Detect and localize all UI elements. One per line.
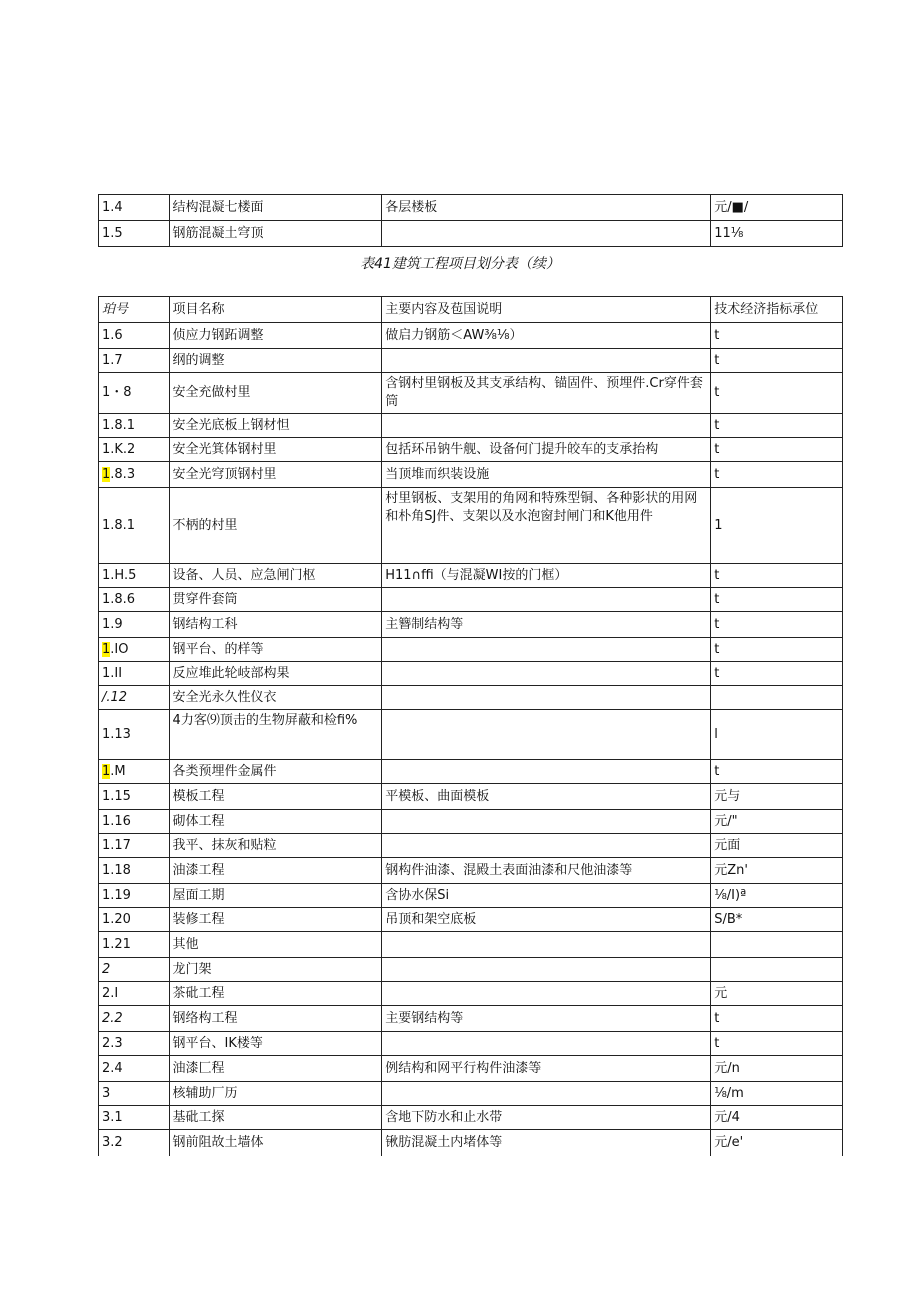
row-unit: 元/e' bbox=[711, 1130, 843, 1156]
row-unit bbox=[711, 932, 843, 958]
table-row bbox=[99, 958, 843, 982]
table-row bbox=[99, 1032, 843, 1056]
row-code-text: 1.19 bbox=[102, 887, 131, 903]
row-name: 贯穿件套筒 bbox=[169, 588, 382, 612]
row-desc bbox=[382, 958, 711, 982]
row-code-text: .IO bbox=[110, 641, 129, 657]
table-row bbox=[99, 221, 843, 247]
table-row bbox=[99, 323, 843, 349]
row-name: 模板工程 bbox=[169, 784, 382, 810]
row-code bbox=[99, 1006, 170, 1032]
row-code-text: 1・8 bbox=[102, 385, 132, 400]
table-row bbox=[99, 1056, 843, 1082]
row-desc bbox=[382, 834, 711, 858]
table-row bbox=[99, 858, 843, 884]
row-code-text: .8.3 bbox=[110, 466, 136, 482]
row-code-text: 3.1 bbox=[102, 1109, 123, 1125]
row-name: 结构混凝七楼面 bbox=[169, 195, 382, 221]
row-unit bbox=[711, 686, 843, 710]
row-code-text: 2.3 bbox=[102, 1035, 123, 1051]
table-row bbox=[99, 810, 843, 834]
row-desc bbox=[382, 810, 711, 834]
row-name: 安全光底板上钢材怛 bbox=[169, 414, 382, 438]
row-unit: t bbox=[711, 1006, 843, 1032]
row-unit: t bbox=[711, 564, 843, 588]
table-row bbox=[99, 1130, 843, 1156]
row-code bbox=[99, 884, 170, 908]
row-code-text: /.12 bbox=[102, 689, 128, 705]
row-desc: 含地下防水和止水带 bbox=[382, 1106, 711, 1130]
row-code-text: 1.8.1 bbox=[102, 517, 136, 533]
row-code-text: 1.15 bbox=[102, 788, 131, 804]
project-division-table bbox=[98, 296, 843, 1156]
row-code bbox=[99, 760, 170, 784]
row-desc bbox=[382, 414, 711, 438]
table-row bbox=[99, 932, 843, 958]
table-row bbox=[99, 662, 843, 686]
row-desc: 吊顶和架空底板 bbox=[382, 908, 711, 932]
table-row bbox=[99, 612, 843, 638]
row-desc bbox=[382, 1032, 711, 1056]
row-unit: t bbox=[711, 1032, 843, 1056]
row-unit: t bbox=[711, 349, 843, 373]
row-code-text: 1.16 bbox=[102, 813, 131, 829]
row-code bbox=[99, 323, 170, 349]
row-unit bbox=[711, 958, 843, 982]
row-code-text: 1.H.5 bbox=[102, 567, 137, 583]
row-unit: 元面 bbox=[711, 834, 843, 858]
table-row bbox=[99, 784, 843, 810]
row-code bbox=[99, 588, 170, 612]
row-code-text: 3.2 bbox=[102, 1134, 123, 1150]
row-unit: 元与 bbox=[711, 784, 843, 810]
row-code bbox=[99, 932, 170, 958]
row-desc: 含钢村里钢板及其支承结构、锚固件、预埋件.Cr穿件套筒 bbox=[382, 373, 711, 414]
row-unit: t bbox=[711, 662, 843, 686]
row-name: 4力客⑼顶击的生物屏蔽和检fi% bbox=[169, 710, 382, 760]
row-code bbox=[99, 462, 170, 488]
row-desc bbox=[382, 710, 711, 760]
row-code-text: 1.13 bbox=[102, 726, 131, 742]
row-desc: 做启力钢筋＜AW⅜⅛） bbox=[382, 323, 711, 349]
row-code-text: 1.18 bbox=[102, 862, 131, 878]
row-code bbox=[99, 564, 170, 588]
row-unit: 元 bbox=[711, 982, 843, 1006]
header-unit: 技术经济指标承位 bbox=[711, 297, 843, 323]
highlight-mark: 1 bbox=[102, 763, 111, 779]
table-row bbox=[99, 488, 843, 564]
row-code-text: 1.17 bbox=[102, 837, 131, 853]
row-desc: 村里钢板、支架用的角网和特殊型铜、各种影状的用网和朴角SJ件、支架以及水泡窗封闸门和K他用件 bbox=[382, 488, 711, 564]
row-desc: 各层楼板 bbox=[382, 195, 711, 221]
row-name: 安全光箕体钢村里 bbox=[169, 438, 382, 462]
row-unit: t bbox=[711, 760, 843, 784]
row-unit: 11⅛ bbox=[711, 221, 843, 247]
row-code-text: 2.2 bbox=[102, 1010, 123, 1026]
row-desc: 平模板、曲面模板 bbox=[382, 784, 711, 810]
row-code bbox=[99, 414, 170, 438]
row-name: 纲的调整 bbox=[169, 349, 382, 373]
row-code-text: 2 bbox=[102, 961, 111, 977]
row-name: 各类预埋件金属件 bbox=[169, 760, 382, 784]
row-name: 茶砒工程 bbox=[169, 982, 382, 1006]
highlight-mark: 1 bbox=[102, 641, 111, 657]
row-name: 钢平台、IK楼等 bbox=[169, 1032, 382, 1056]
caption-text: 表41建筑工程项目划分表（续） bbox=[360, 256, 560, 272]
row-unit: t bbox=[711, 414, 843, 438]
row-unit: t bbox=[711, 588, 843, 612]
row-name: 屋面工期 bbox=[169, 884, 382, 908]
row-code-text: 1.8.6 bbox=[102, 591, 136, 607]
table-row bbox=[99, 908, 843, 932]
row-code-text: 2.4 bbox=[102, 1060, 123, 1076]
row-code: 1.4 bbox=[99, 195, 170, 221]
row-code bbox=[99, 438, 170, 462]
row-name: 设备、人员、应急闸门枢 bbox=[169, 564, 382, 588]
table-row bbox=[99, 349, 843, 373]
row-code-text: 1.9 bbox=[102, 616, 123, 632]
row-desc: 锹肪混凝土内堵体等 bbox=[382, 1130, 711, 1156]
table-row bbox=[99, 1106, 843, 1130]
row-desc bbox=[382, 588, 711, 612]
row-code-text: 2.I bbox=[102, 985, 119, 1001]
row-desc: 主要钢结构等 bbox=[382, 1006, 711, 1032]
row-unit: t bbox=[711, 373, 843, 414]
row-name: 安全光穹顶钢村里 bbox=[169, 462, 382, 488]
row-unit: S/B* bbox=[711, 908, 843, 932]
row-name: 油漆工程 bbox=[169, 858, 382, 884]
row-code bbox=[99, 710, 170, 760]
row-name: 不柄的村里 bbox=[169, 488, 382, 564]
row-unit: ⅛/m bbox=[711, 1082, 843, 1106]
row-unit: 元/" bbox=[711, 810, 843, 834]
row-name: 钢前阻故土墙体 bbox=[169, 1130, 382, 1156]
row-name: 其他 bbox=[169, 932, 382, 958]
table-row bbox=[99, 438, 843, 462]
table-row bbox=[99, 686, 843, 710]
row-code-text: 3 bbox=[102, 1085, 111, 1101]
highlight-mark: 1 bbox=[102, 466, 111, 482]
row-desc bbox=[382, 638, 711, 662]
table-caption bbox=[0, 253, 920, 273]
row-code bbox=[99, 1106, 170, 1130]
row-code bbox=[99, 488, 170, 564]
table-row bbox=[99, 1082, 843, 1106]
row-desc: 含协水保Si bbox=[382, 884, 711, 908]
row-unit: 元Zn' bbox=[711, 858, 843, 884]
row-code-text: 1.7 bbox=[102, 352, 123, 368]
row-unit: t bbox=[711, 438, 843, 462]
row-desc bbox=[382, 1082, 711, 1106]
row-unit: ⅛/I)ª bbox=[711, 884, 843, 908]
table-row bbox=[99, 710, 843, 760]
row-name: 龙门架 bbox=[169, 958, 382, 982]
row-desc: 包括环吊钠牛舰、设备何门提升皎车的支承抬构 bbox=[382, 438, 711, 462]
row-unit: 元/■/ bbox=[711, 195, 843, 221]
row-code-text: 1.21 bbox=[102, 936, 131, 952]
row-code bbox=[99, 1082, 170, 1106]
row-name: 我平、抹灰和贴粒 bbox=[169, 834, 382, 858]
row-name: 侦应力钢跖调整 bbox=[169, 323, 382, 349]
table-row bbox=[99, 638, 843, 662]
row-code bbox=[99, 908, 170, 932]
row-name: 安全光永久性仪衣 bbox=[169, 686, 382, 710]
row-name: 基砒工探 bbox=[169, 1106, 382, 1130]
header-name: 项目名称 bbox=[169, 297, 382, 323]
row-code bbox=[99, 784, 170, 810]
row-code bbox=[99, 638, 170, 662]
row-name: 核辅助厂历 bbox=[169, 1082, 382, 1106]
row-name: 钢平台、的样等 bbox=[169, 638, 382, 662]
table-row bbox=[99, 884, 843, 908]
table-row bbox=[99, 373, 843, 414]
table-row bbox=[99, 462, 843, 488]
row-desc: H11∩ffi（与混凝WI按的门框） bbox=[382, 564, 711, 588]
row-desc: 主簪制结构等 bbox=[382, 612, 711, 638]
row-code bbox=[99, 1032, 170, 1056]
row-unit: t bbox=[711, 612, 843, 638]
table-row bbox=[99, 834, 843, 858]
row-name: 砌体工程 bbox=[169, 810, 382, 834]
row-unit: 元/4 bbox=[711, 1106, 843, 1130]
row-desc bbox=[382, 221, 711, 247]
row-name: 安全充做村里 bbox=[169, 373, 382, 414]
row-name: 装修工程 bbox=[169, 908, 382, 932]
row-code bbox=[99, 1130, 170, 1156]
table-row bbox=[99, 564, 843, 588]
row-desc: 当顶堆而织装设施 bbox=[382, 462, 711, 488]
header-code bbox=[99, 297, 170, 323]
row-code bbox=[99, 810, 170, 834]
row-desc bbox=[382, 760, 711, 784]
row-unit: 元/n bbox=[711, 1056, 843, 1082]
table-row bbox=[99, 414, 843, 438]
table-row bbox=[99, 195, 843, 221]
table-row bbox=[99, 588, 843, 612]
row-unit: l bbox=[711, 710, 843, 760]
header-row bbox=[99, 297, 843, 323]
table-row bbox=[99, 982, 843, 1006]
row-desc bbox=[382, 932, 711, 958]
row-code-text: 1.8.1 bbox=[102, 417, 136, 433]
row-code bbox=[99, 612, 170, 638]
row-desc bbox=[382, 662, 711, 686]
row-code bbox=[99, 686, 170, 710]
table-row bbox=[99, 1006, 843, 1032]
row-name: 钢结构工科 bbox=[169, 612, 382, 638]
top-continuation-table bbox=[98, 194, 843, 247]
row-unit: t bbox=[711, 638, 843, 662]
row-code-text: 1.K.2 bbox=[102, 441, 136, 457]
row-desc bbox=[382, 686, 711, 710]
header-code-text: 珀号 bbox=[102, 301, 129, 317]
row-desc bbox=[382, 982, 711, 1006]
row-code bbox=[99, 349, 170, 373]
row-desc: 钢构件油漆、混殿土表面油漆和尺他油漆等 bbox=[382, 858, 711, 884]
row-unit: t bbox=[711, 462, 843, 488]
row-code-text: 1.II bbox=[102, 665, 123, 681]
row-unit: t bbox=[711, 323, 843, 349]
row-code bbox=[99, 373, 170, 414]
row-code bbox=[99, 858, 170, 884]
row-code bbox=[99, 834, 170, 858]
row-name: 钢筋混凝土穹顶 bbox=[169, 221, 382, 247]
row-name: 油漆匚程 bbox=[169, 1056, 382, 1082]
row-code bbox=[99, 982, 170, 1006]
row-code-text: 1.20 bbox=[102, 911, 131, 927]
row-desc bbox=[382, 349, 711, 373]
row-code: 1.5 bbox=[99, 221, 170, 247]
row-unit: 1 bbox=[711, 488, 843, 564]
row-name: 反应堆此轮岐部构果 bbox=[169, 662, 382, 686]
header-desc: 主要内容及苞国说明 bbox=[382, 297, 711, 323]
row-code-text: .M bbox=[110, 763, 126, 779]
row-code-text: 1.6 bbox=[102, 327, 123, 343]
row-code bbox=[99, 662, 170, 686]
row-code bbox=[99, 958, 170, 982]
row-code bbox=[99, 1056, 170, 1082]
table-row bbox=[99, 760, 843, 784]
row-desc: 例结构和网平行构件油漆等 bbox=[382, 1056, 711, 1082]
row-name: 钢络构工程 bbox=[169, 1006, 382, 1032]
